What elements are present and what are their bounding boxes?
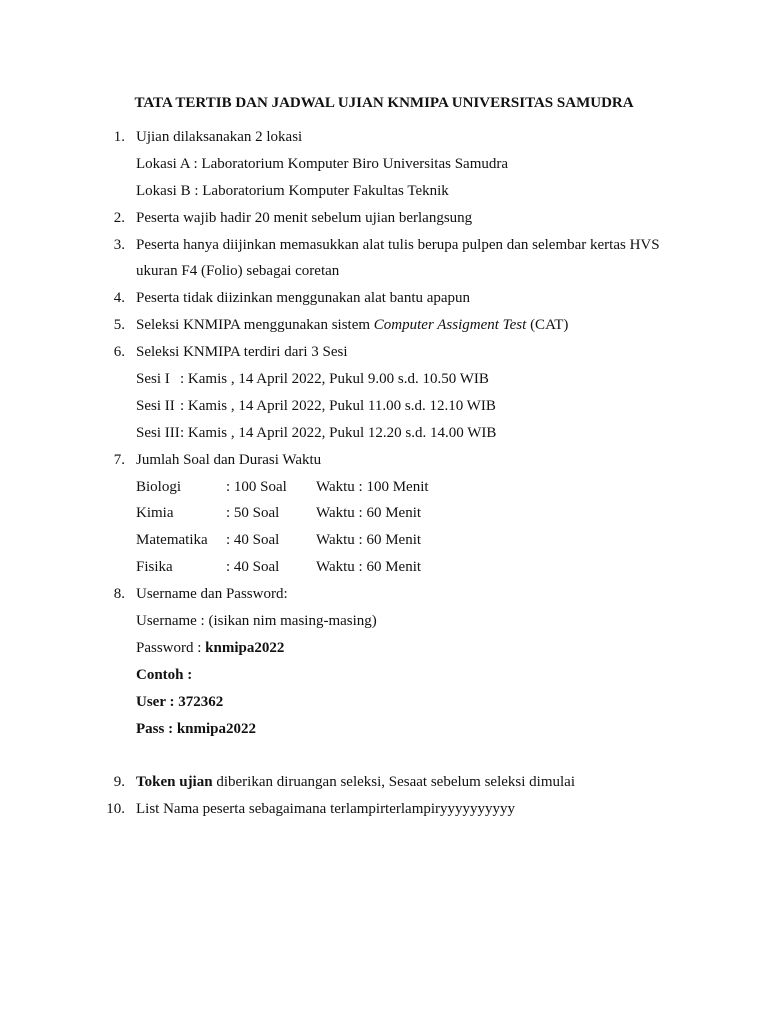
item-text: Jumlah Soal dan Durasi Waktu bbox=[136, 451, 322, 468]
item-text: Peserta wajib hadir 20 menit sebelum ujian berlangsung bbox=[136, 209, 473, 226]
item-text-suffix: (CAT) bbox=[526, 317, 569, 334]
location-a: Lokasi A : Laboratorium Komputer Biro Universitas Samudra bbox=[136, 155, 509, 172]
example-heading: Contoh : bbox=[136, 666, 193, 683]
subject-count: : 100 Soal bbox=[226, 478, 287, 495]
list-item-continuation bbox=[0, 261, 768, 288]
token-label: Token ujian bbox=[136, 774, 213, 791]
item-number: 9. bbox=[113, 774, 125, 791]
item-text: List Nama peserta sebagaimana terlampirterlampiryyyyyyyyyy bbox=[136, 801, 516, 818]
password-value: knmipa2022 bbox=[205, 639, 285, 656]
subject-count: : 40 Soal bbox=[226, 532, 280, 549]
item-text: ukuran F4 (Folio) sebagai coretan bbox=[136, 263, 340, 280]
session-label: Sesi II bbox=[136, 397, 175, 414]
list-subitem bbox=[0, 719, 768, 746]
password-info bbox=[136, 638, 284, 658]
item-text: Seleksi KNMIPA terdiri dari 3 Sesi bbox=[136, 344, 348, 361]
item-text: Peserta hanya diijinkan memasukkan alat tulis berupa pulpen dan selembar kertas HVS bbox=[136, 236, 660, 253]
item-number: 3. bbox=[113, 236, 125, 253]
item-number: 7. bbox=[113, 451, 125, 468]
example-user: User : 372362 bbox=[136, 693, 224, 710]
blank-line bbox=[0, 745, 768, 772]
location-b: Lokasi B : Laboratorium Komputer Fakultas Teknik bbox=[136, 182, 449, 199]
list-subitem bbox=[0, 692, 768, 719]
subject-duration: Waktu : 60 Menit bbox=[316, 532, 422, 549]
subject-row bbox=[0, 477, 768, 504]
example-pass: Pass : knmipa2022 bbox=[136, 720, 257, 737]
list-subitem bbox=[0, 181, 768, 208]
username-info: Username : (isikan nim masing-masing) bbox=[136, 613, 377, 630]
list-item bbox=[0, 450, 768, 477]
document-title: TATA TERTIB DAN JADWAL UJIAN KNMIPA UNIVERSITAS SAMUDRA bbox=[134, 95, 634, 111]
subject-count: : 50 Soal bbox=[226, 505, 280, 522]
subject-duration: Waktu : 60 Menit bbox=[316, 505, 422, 522]
list-item bbox=[0, 127, 768, 154]
session-row bbox=[0, 396, 768, 423]
item-text-prefix: Seleksi KNMIPA menggunakan sistem bbox=[136, 317, 374, 334]
subject-name: Fisika bbox=[136, 559, 173, 576]
list-item bbox=[0, 235, 768, 262]
subject-row bbox=[0, 557, 768, 584]
list-subitem bbox=[0, 611, 768, 638]
rules-list bbox=[0, 127, 768, 826]
list-item bbox=[0, 799, 768, 826]
password-label: Password : bbox=[136, 639, 206, 656]
item-text bbox=[136, 772, 575, 792]
list-subitem bbox=[0, 665, 768, 692]
subject-row bbox=[0, 503, 768, 530]
item-number: 8. bbox=[113, 586, 125, 603]
list-item bbox=[0, 342, 768, 369]
item-text bbox=[136, 315, 568, 335]
subject-duration: Waktu : 100 Menit bbox=[316, 478, 429, 495]
session-detail: : Kamis , 14 April 2022, Pukul 9.00 s.d. 10.50 WIB bbox=[180, 371, 489, 388]
subject-name: Biologi bbox=[136, 478, 182, 495]
item-number: 2. bbox=[113, 209, 125, 226]
item-number: 10. bbox=[106, 801, 125, 818]
session-label: Sesi III bbox=[136, 424, 180, 441]
subject-row bbox=[0, 530, 768, 557]
item-text: Peserta tidak diizinkan menggunakan alat bantu apapun bbox=[136, 290, 471, 307]
session-detail: : Kamis , 14 April 2022, Pukul 12.20 s.d. 14.00 WIB bbox=[180, 424, 497, 441]
item-number: 4. bbox=[113, 290, 125, 307]
list-item bbox=[0, 315, 768, 342]
cat-name: Computer Assigment Test bbox=[373, 317, 527, 334]
item-text: Username dan Password: bbox=[136, 586, 288, 603]
list-item bbox=[0, 772, 768, 799]
session-row bbox=[0, 423, 768, 450]
list-subitem bbox=[0, 638, 768, 665]
item-number: 1. bbox=[113, 129, 125, 145]
item-number: 5. bbox=[113, 317, 125, 334]
subject-duration: Waktu : 60 Menit bbox=[316, 559, 422, 576]
subject-name: Matematika bbox=[136, 532, 208, 549]
session-detail: : Kamis , 14 April 2022, Pukul 11.00 s.d. 12.10 WIB bbox=[180, 397, 496, 414]
list-subitem bbox=[0, 154, 768, 181]
session-label: Sesi I bbox=[136, 371, 170, 388]
subject-name: Kimia bbox=[136, 505, 174, 522]
list-item bbox=[0, 288, 768, 315]
session-row bbox=[0, 369, 768, 396]
token-text: diberikan diruangan seleksi, Sesaat sebelum seleksi dimulai bbox=[212, 774, 575, 791]
list-item bbox=[0, 208, 768, 235]
list-item bbox=[0, 584, 768, 611]
subject-count: : 40 Soal bbox=[226, 559, 280, 576]
item-number: 6. bbox=[113, 344, 125, 361]
item-text: Ujian dilaksanakan 2 lokasi bbox=[136, 129, 303, 145]
